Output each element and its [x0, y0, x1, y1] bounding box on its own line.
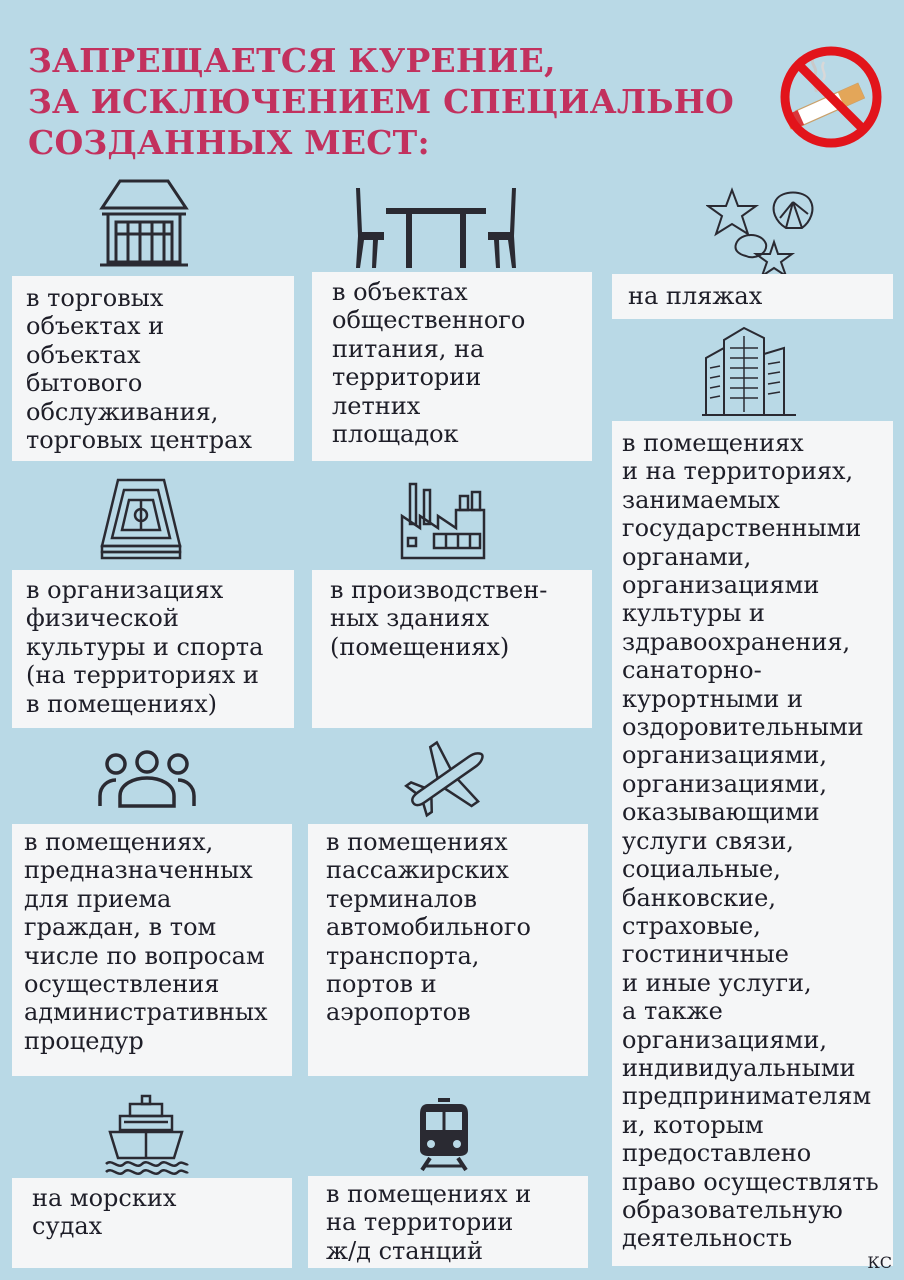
card-terminals-line: аэропортов [326, 998, 471, 1027]
card-state-line: предоставлено [622, 1139, 812, 1168]
card-state-line: государственными [622, 514, 862, 543]
card-trade [12, 276, 294, 461]
train-icon [418, 1098, 470, 1172]
card-sport-line: в помещениях) [26, 689, 218, 718]
card-state-line: организациями [622, 571, 820, 600]
people-icon [98, 750, 196, 810]
card-reception-line: в помещениях, [24, 828, 214, 856]
card-terminals-line: автомобильного [326, 913, 531, 942]
card-state-line: в помещениях [622, 429, 804, 457]
card-state-line: оказывающими [622, 798, 820, 827]
card-stations [308, 1176, 588, 1268]
card-state-line: санаторно- [622, 656, 762, 685]
card-trade-line: в торговых [26, 284, 164, 312]
card-reception-line: числе по вопросам [24, 941, 265, 970]
card-terminals-line: транспорта, [326, 941, 480, 970]
card-state-line: оздоровительными [622, 713, 864, 742]
card-reception-line: процедур [24, 1026, 144, 1055]
card-reception-line: для приема [24, 884, 172, 913]
card-state-line: индивидуальными [622, 1053, 856, 1082]
card-terminals [308, 824, 588, 1076]
card-sport-line: в организациях [26, 576, 224, 604]
card-state-line: здравоохранения, [622, 627, 851, 656]
card-catering-line: питания, на [332, 334, 485, 363]
card-state-line: организациями, [622, 1025, 827, 1054]
title-line-2: ЗА ИСКЛЮЧЕНИЕМ СПЕЦИАЛЬНО [28, 82, 734, 121]
card-stations-line: в помещениях и [326, 1180, 532, 1208]
no-smoking-icon [776, 42, 886, 152]
card-state-line: организациями, [622, 741, 827, 770]
beach-shells-icon [706, 184, 818, 278]
card-reception-line: осуществления [24, 970, 220, 999]
card-state-line: культуры и [622, 599, 765, 628]
card-industrial [312, 570, 592, 728]
card-terminals-line: пассажирских [326, 856, 509, 885]
card-terminals-line: в помещениях [326, 828, 508, 856]
card-catering-line: площадок [332, 420, 459, 449]
card-terminals-line: терминалов [326, 884, 478, 913]
card-sport-line: культуры и спорта [26, 632, 264, 661]
card-state-line: предпринимателям [622, 1082, 872, 1111]
card-state-line: и, которым [622, 1110, 764, 1139]
card-catering [312, 272, 592, 461]
card-trade-line: обслуживания, [26, 397, 219, 426]
page-title [28, 40, 734, 163]
title-line-3: СОЗДАННЫХ МЕСТ: [28, 123, 430, 162]
card-ships-line: на морских [32, 1184, 177, 1212]
card-state-line: образовательную [622, 1195, 843, 1224]
card-state [612, 421, 893, 1266]
credit-label: КС [867, 1253, 892, 1272]
card-reception-line: административных [24, 998, 268, 1027]
card-state-line: и иные услуги, [622, 968, 812, 997]
card-catering-line: территории [332, 363, 482, 392]
card-stations-line: на территории [326, 1208, 514, 1237]
card-state-line: банковские, [622, 883, 776, 912]
card-sport-line: физической [26, 604, 179, 633]
card-state-line: социальные, [622, 855, 781, 884]
card-industrial-line: ных зданиях [330, 604, 490, 633]
card-terminals-line: портов и [326, 970, 437, 999]
card-state-line: курортными и [622, 684, 803, 713]
card-reception-line: предназначенных [24, 856, 253, 885]
factory-icon [398, 478, 488, 562]
ship-icon [104, 1092, 190, 1176]
card-state-line: страховые, [622, 911, 761, 940]
card-state-line: а также [622, 997, 723, 1026]
card-trade-line: торговых центрах [26, 426, 253, 455]
card-trade-line: объектах и [26, 312, 165, 341]
card-beaches-line: на пляжах [628, 282, 763, 310]
card-sport-line: (на территориях и [26, 661, 259, 690]
card-ships [12, 1178, 292, 1268]
card-state-line: услуги связи, [622, 826, 794, 855]
shop-icon [98, 178, 190, 270]
card-state-line: гостиничные [622, 940, 789, 969]
card-industrial-line: (помещениях) [330, 632, 510, 661]
cafe-table-icon [350, 180, 522, 272]
card-state-line: и на территориях, [622, 457, 854, 486]
card-catering-line: в объектах [332, 278, 468, 306]
card-state-line: деятельность [622, 1224, 793, 1253]
card-ships-line: судах [32, 1212, 103, 1241]
card-industrial-line: в производствен- [330, 576, 548, 604]
card-state-line: занимаемых [622, 485, 780, 514]
card-state-line: органами, [622, 542, 752, 571]
office-buildings-icon [700, 324, 798, 418]
card-state-line: организациями, [622, 769, 827, 798]
card-catering-line: общественного [332, 306, 526, 335]
card-sport [12, 570, 294, 728]
card-stations-line: ж/д станций [326, 1236, 484, 1265]
card-trade-line: объектах [26, 340, 141, 369]
card-state-line: право осуществлять [622, 1167, 879, 1196]
stadium-icon [98, 476, 184, 562]
title-line-1: ЗАПРЕЩАЕТСЯ КУРЕНИЕ, [28, 41, 556, 80]
card-reception [12, 824, 292, 1076]
airplane-icon [400, 738, 492, 822]
card-reception-line: граждан, в том [24, 913, 217, 942]
card-beaches [612, 274, 893, 319]
card-trade-line: бытового [26, 369, 143, 398]
card-catering-line: летних [332, 391, 421, 420]
